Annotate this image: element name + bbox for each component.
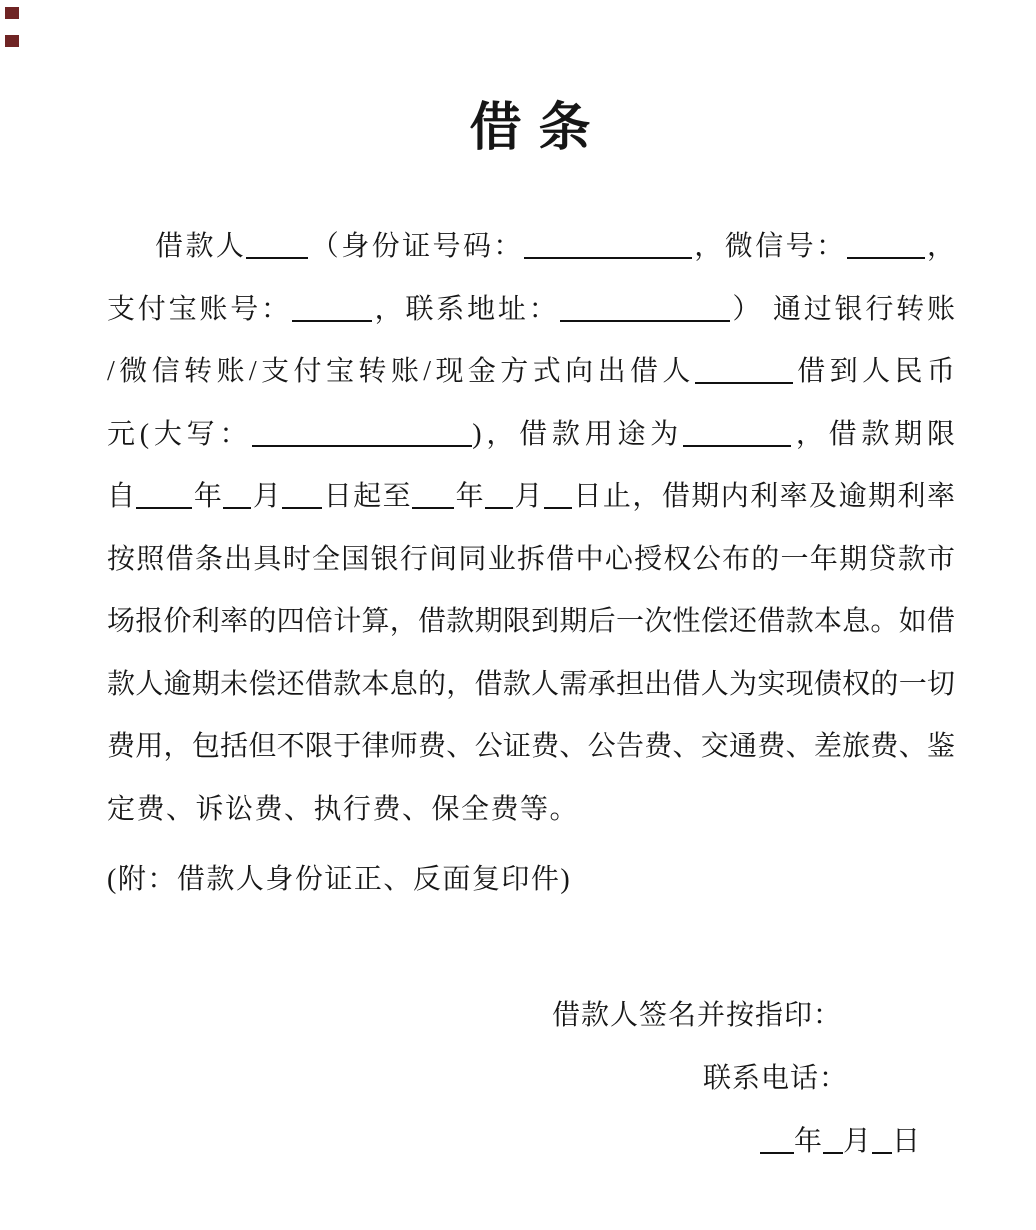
document-content xyxy=(107,0,955,1173)
text-segment: 年 xyxy=(192,481,224,512)
text-segment: ，联系地址： xyxy=(371,293,560,325)
attachment-note: (附：借款人身份证正、反面复印件) xyxy=(107,864,572,895)
text-segment: )，借款用途为 xyxy=(472,418,684,450)
blank-underline xyxy=(760,1142,794,1154)
signature-label: 借款人签名并按指印： xyxy=(551,999,842,1031)
text-segment: 款人逾期未偿还借款本息的，借款人需承担出借人为实现债权的一切 xyxy=(107,668,955,700)
body-line xyxy=(107,591,955,654)
blank-underline xyxy=(560,310,730,322)
text-segment: 元(大写： xyxy=(107,418,253,450)
body-line xyxy=(107,404,955,467)
blank-underline xyxy=(544,497,572,509)
body-line xyxy=(107,529,955,592)
blank-underline xyxy=(683,435,791,447)
blank-underline xyxy=(246,247,308,259)
corner-mark-top xyxy=(5,7,19,19)
text-segment: 定费、诉讼费、执行费、保全费等。 xyxy=(107,793,580,825)
body-line xyxy=(107,341,955,404)
text-segment: 月 xyxy=(842,1125,872,1157)
text-segment: ，借款期限 xyxy=(791,418,955,450)
text-segment: /微信转账/支付宝转账/现金方式向出借人 xyxy=(107,356,695,387)
blank-underline xyxy=(872,1142,892,1154)
blank-underline xyxy=(282,497,322,509)
text-segment: 日 xyxy=(891,1125,921,1157)
text-segment: 日起至 xyxy=(322,481,413,512)
document-body xyxy=(107,216,955,841)
body-line xyxy=(107,216,955,279)
blank-underline xyxy=(485,497,513,509)
blank-underline xyxy=(412,497,454,509)
text-segment: 借到人民币 xyxy=(792,356,955,387)
text-segment: 按照借条出具时全国银行间同业拆借中心授权公布的一年期贷款市 xyxy=(107,543,955,575)
blank-underline xyxy=(823,1142,843,1154)
text-segment: 年 xyxy=(454,481,486,512)
document-title: 借 条 xyxy=(469,100,593,157)
blank-underline xyxy=(524,247,692,259)
body-line xyxy=(107,466,955,529)
blank-underline xyxy=(695,372,793,384)
text-segment: ） 通过银行转账 xyxy=(729,293,955,325)
text-segment: ， xyxy=(924,231,955,262)
text-segment: 年 xyxy=(793,1125,823,1157)
text-segment: 费用，包括但不限于律师费、公证费、公告费、交通费、差旅费、鉴 xyxy=(107,731,955,762)
blank-underline xyxy=(847,247,925,259)
text-segment: 支付宝账号： xyxy=(107,293,292,325)
phone-label: 联系电话： xyxy=(702,1062,848,1094)
date-line xyxy=(107,1110,955,1173)
text-segment: 月 xyxy=(251,481,283,512)
blank-underline xyxy=(252,435,472,447)
text-segment: 日止，借期内利率及逾期利率 xyxy=(572,481,955,512)
body-line xyxy=(107,716,955,779)
body-line xyxy=(107,779,955,842)
body-line xyxy=(107,279,955,342)
blank-underline xyxy=(136,497,192,509)
signature-block xyxy=(107,984,955,1173)
text-segment: 借款人 xyxy=(155,231,247,262)
corner-mark-bottom xyxy=(5,35,19,47)
text-segment: 场报价利率的四倍计算，借款期限到期后一次性偿还借款本息。如借 xyxy=(107,606,955,637)
blank-underline xyxy=(292,310,372,322)
text-segment: 自 xyxy=(107,481,137,512)
text-segment: 月 xyxy=(513,481,544,512)
text-segment: ，微信号： xyxy=(691,231,847,262)
body-line xyxy=(107,654,955,717)
text-segment: （身份证号码： xyxy=(308,231,524,262)
blank-underline xyxy=(223,497,251,509)
